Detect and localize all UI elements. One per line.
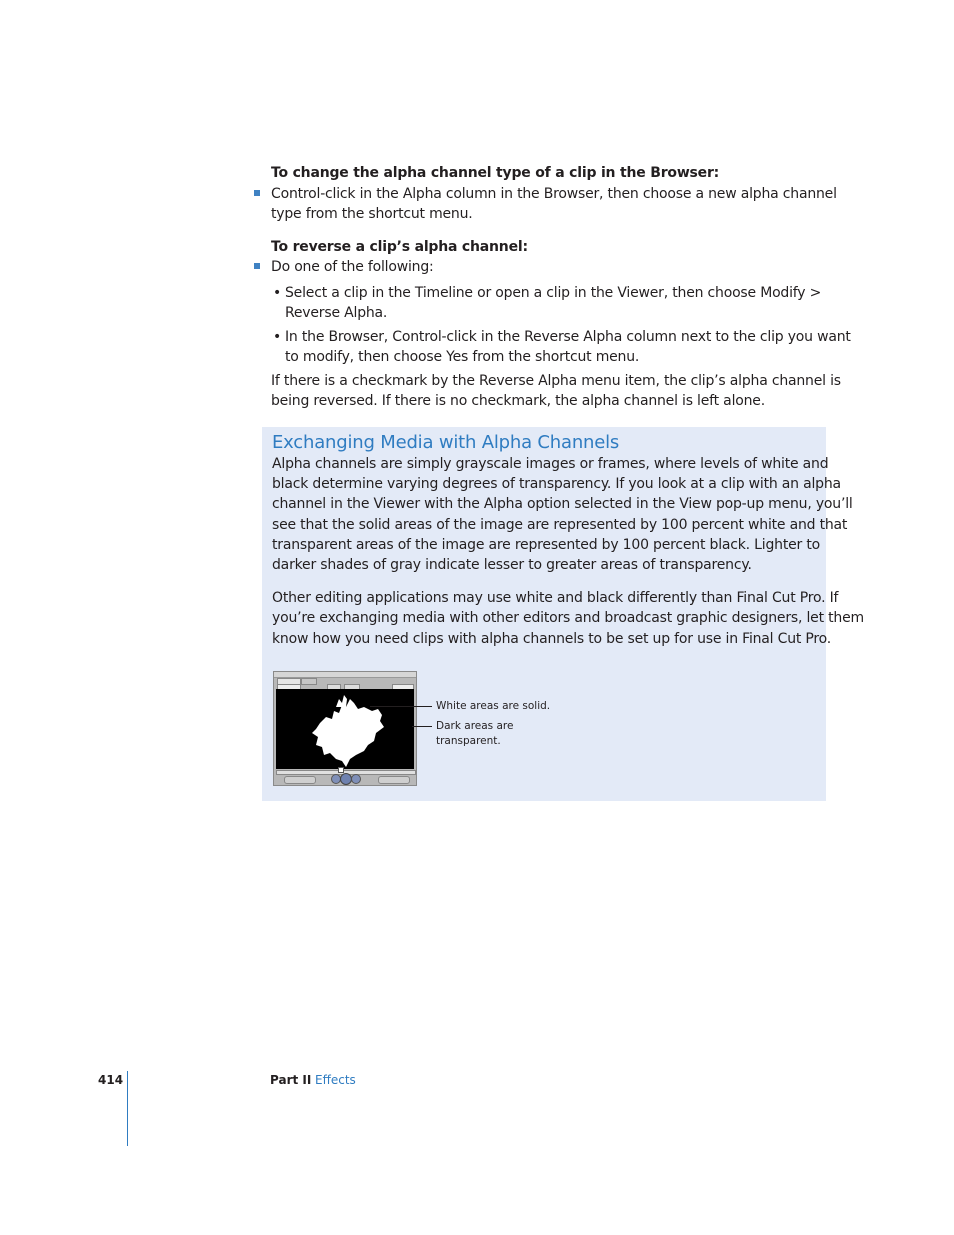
white-alpha-shape-icon — [276, 689, 414, 769]
bullet-dot-icon: • — [273, 285, 282, 301]
footer-part-label: Part II — [270, 1073, 312, 1087]
sidebar-paragraph-line: darker shades of gray indicate lesser to greater areas of transparency. — [272, 557, 752, 573]
callout-white-areas: White areas are solid. — [436, 700, 551, 712]
callout-dark-areas: Dark areas are — [436, 720, 514, 732]
sub-step-text: In the Browser, Control-click in the Reverse Alpha column next to the clip you want — [285, 329, 851, 345]
viewer-window-screenshot — [273, 671, 417, 786]
step-text: Do one of the following: — [271, 259, 434, 275]
sidebar-paragraph-line: Other editing applications may use white and black differently than Final Cut Pro. If — [272, 590, 839, 606]
callout-dark-areas: transparent. — [436, 735, 501, 747]
callout-leader-line — [370, 706, 432, 707]
shuttle-control — [378, 776, 410, 784]
viewer-tab — [301, 678, 317, 685]
square-bullet-icon — [254, 263, 260, 269]
sidebar-paragraph-line: Alpha channels are simply grayscale images or frames, where levels of white and — [272, 456, 829, 472]
sub-step-text: to modify, then choose Yes from the shortcut menu. — [285, 349, 640, 365]
playhead-icon — [338, 767, 344, 773]
page-number: 414 — [98, 1073, 124, 1087]
procedure-heading-reverse-alpha: To reverse a clip’s alpha channel: — [271, 239, 528, 255]
square-bullet-icon — [254, 190, 260, 196]
step-text: type from the shortcut menu. — [271, 206, 473, 222]
sub-step-text: Reverse Alpha. — [285, 305, 388, 321]
sidebar-paragraph-line: see that the solid areas of the image are represented by 100 percent white and that — [272, 517, 848, 533]
callout-leader-line — [412, 726, 432, 727]
jog-control — [284, 776, 316, 784]
note-text: If there is a checkmark by the Reverse Alpha menu item, the clip’s alpha channel is — [271, 373, 841, 389]
footer-section-link[interactable]: Effects — [315, 1073, 356, 1087]
step-text: Control-click in the Alpha column in the Browser, then choose a new alpha channel — [271, 186, 837, 202]
sub-step-text: Select a clip in the Timeline or open a clip in the Viewer, then choose Modify > — [285, 285, 822, 301]
bullet-dot-icon: • — [273, 329, 282, 345]
alpha-channel-image — [276, 689, 414, 769]
footer-rule — [127, 1071, 128, 1146]
play-around-button — [351, 774, 361, 784]
note-text: being reversed. If there is no checkmark, the alpha channel is left alone. — [271, 393, 765, 409]
sidebar-paragraph-line: channel in the Viewer with the Alpha option selected in the View pop-up menu, you’ll — [272, 496, 853, 512]
sidebar-paragraph-line: black determine varying degrees of transparency. If you look at a clip with an alpha — [272, 476, 841, 492]
sidebar-paragraph-line: you’re exchanging media with other editors and broadcast graphic designers, let them — [272, 610, 864, 626]
sidebar-paragraph-line: know how you need clips with alpha channels to be set up for use in Final Cut Pro. — [272, 631, 832, 647]
sidebar-title: Exchanging Media with Alpha Channels — [272, 432, 620, 453]
procedure-heading-change-alpha: To change the alpha channel type of a clip in the Browser: — [271, 165, 720, 181]
sidebar-paragraph-line: transparent areas of the image are represented by 100 percent black. Lighter to — [272, 537, 820, 553]
